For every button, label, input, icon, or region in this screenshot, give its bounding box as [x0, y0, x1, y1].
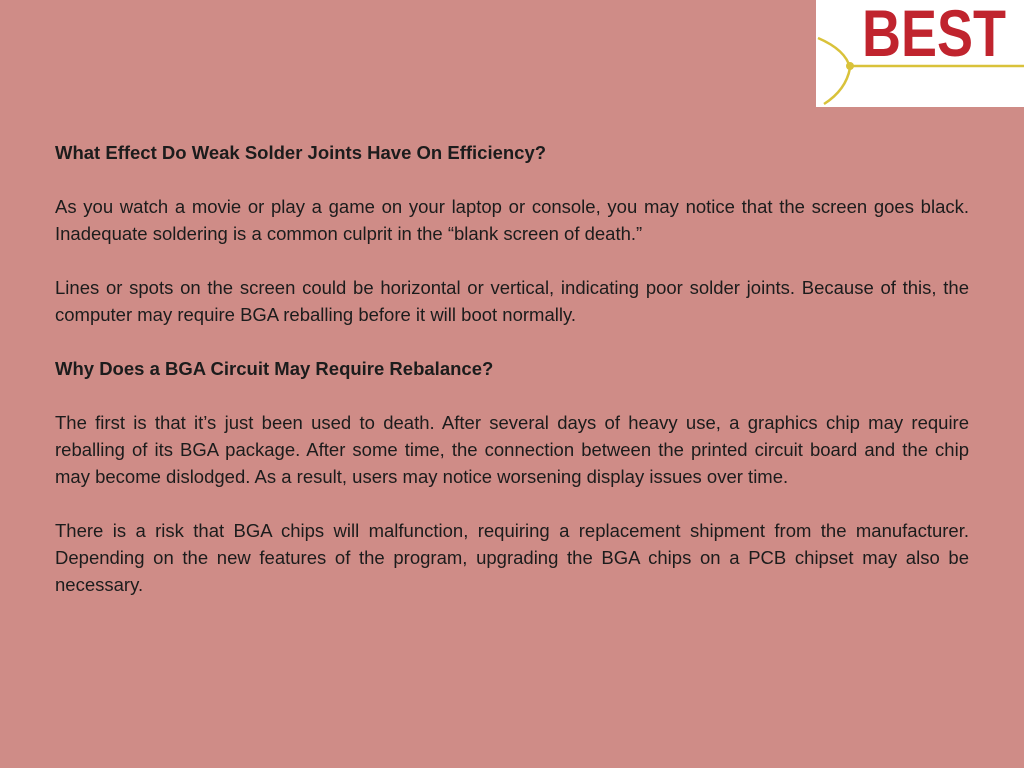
paragraph-blank-screen: As you watch a movie or play a game on your laptop or console, you may notice that the screen goes black. Inadequate soldering is a common culprit in the “blank screen of death.” — [55, 196, 969, 244]
logo-arc — [818, 38, 850, 104]
logo-dot — [846, 62, 854, 70]
paragraph-heavy-use: The first is that it’s just been used to death. After several days of heavy use, a graphics chip may require reballing of its BGA package. After some time, the connection between the printed circuit board and the chip may become dislodged. As a result, users may notice worsening display issues over time. — [55, 412, 969, 487]
brand-logo — [816, 0, 1024, 107]
paragraph-lines-spots: Lines or spots on the screen could be horizontal or vertical, indicating poor solder joints. Because of this, the computer may require BGA reballing before it will boot normally. — [55, 277, 969, 325]
brand-logo-graphic — [816, 0, 1024, 107]
article — [55, 139, 969, 625]
logo-text: BEST — [862, 0, 1006, 70]
heading-bga-rebalance: Why Does a BGA Circuit May Require Rebalance? — [55, 358, 494, 379]
heading-weak-solder-joints: What Effect Do Weak Solder Joints Have On Efficiency? — [55, 142, 547, 163]
paragraph-malfunction: There is a risk that BGA chips will malfunction, requiring a replacement shipment from the manufacturer. Depending on the new features of the program, upgrading the BGA chips on a PCB chipset may also be necessary. — [55, 520, 969, 595]
